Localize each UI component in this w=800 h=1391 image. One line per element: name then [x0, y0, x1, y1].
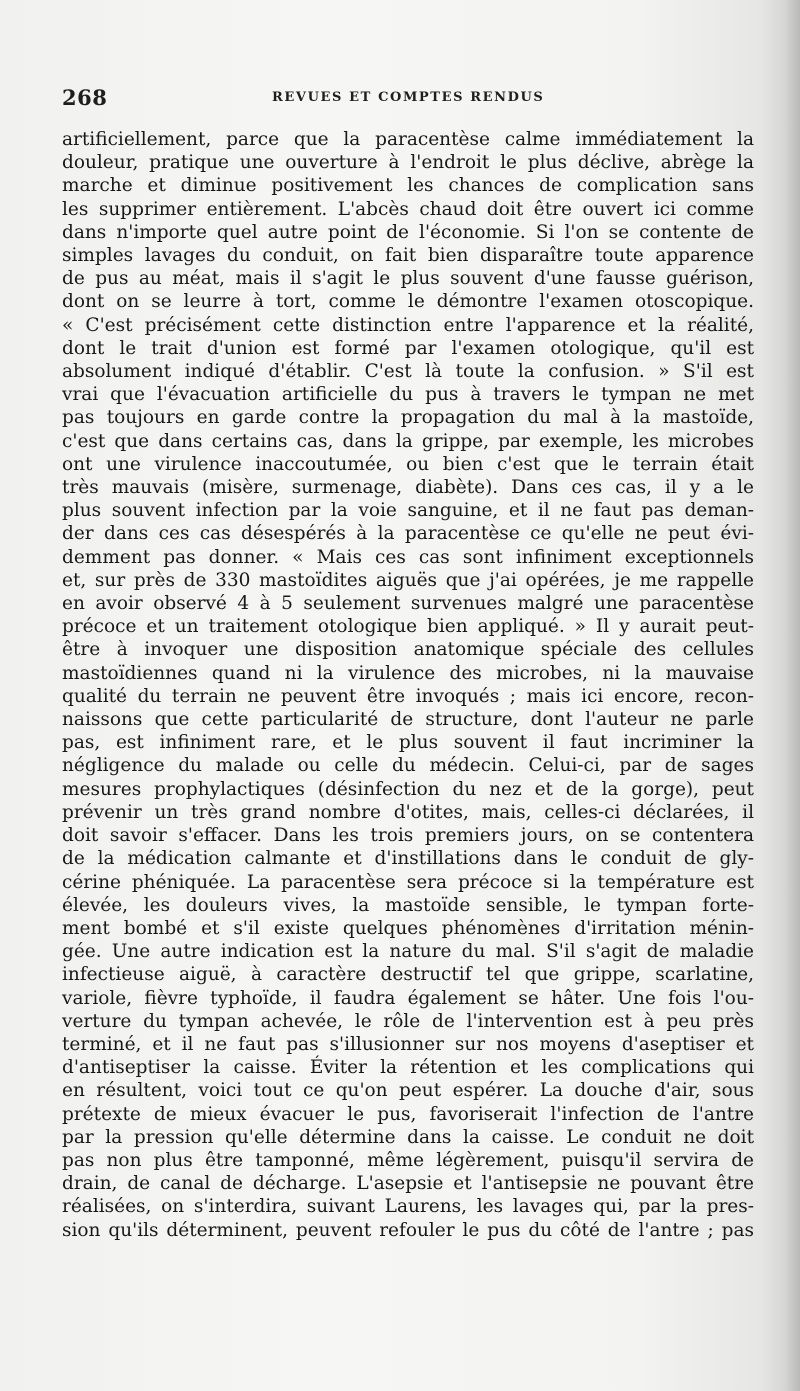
text-line: mastoïdiennes quand ni la virulence des microbes, ni la mauvaise [62, 662, 754, 684]
text-line: drain, de canal de décharge. L'asepsie et l'antisepsie ne pouvant être [62, 1173, 754, 1195]
text-line: naissons que cette particularité de structure, dont l'auteur ne parle [62, 709, 754, 731]
text-line: artificiellement, parce que la paracentèse calme immédiatement la [62, 129, 754, 150]
text-line: être à invoquer une disposition anatomique spéciale des cellules [62, 639, 754, 661]
text-line: gée. Une autre indication est la nature du mal. S'il s'agit de maladie [62, 941, 754, 963]
text-line: dont on se leurre à tort, comme le démontre l'examen otoscopique. [62, 291, 754, 313]
text-line: pas toujours en garde contre la propagation du mal à la mastoïde, [62, 407, 754, 429]
text-line: par la pression qu'elle détermine dans la caisse. Le conduit ne doit [62, 1126, 754, 1148]
text-line: prévenir un très grand nombre d'otites, mais, celles-ci déclarées, il [62, 801, 754, 823]
text-line: « C'est précisément cette distinction entre l'apparence et la réalité, [62, 314, 754, 336]
text-line: qualité du terrain ne peuvent être invoqués ; mais ici encore, recon- [62, 685, 754, 707]
text-line: sion qu'ils déterminent, peuvent refouler le pus du côté de l'antre ; pas [62, 1219, 754, 1241]
text-line: et, sur près de 330 mastoïdites aiguës que j'ai opérées, je me rappelle [62, 569, 754, 591]
text-line: prétexte de mieux évacuer le pus, favoriserait l'infection de l'antre [62, 1103, 754, 1125]
body-paragraph [62, 128, 754, 1242]
text-line: de pus au méat, mais il s'agit le plus souvent d'une fausse guérison, [62, 268, 754, 290]
text-line: dans n'importe quel autre point de l'économie. Si l'on se contente de [62, 221, 754, 243]
text-line: infectieuse aiguë, à caractère destructif tel que grippe, scarlatine, [62, 964, 754, 986]
text-line: négligence du malade ou celle du médecin. Celui-ci, par de sages [62, 755, 754, 777]
text-line: élevée, les douleurs vives, la mastoïde sensible, le tympan forte- [62, 894, 754, 916]
text-line: c'est que dans certains cas, dans la grippe, par exemple, les microbes [62, 430, 754, 452]
text-line: cérine phéniquée. La paracentèse sera précoce si la température est [62, 871, 754, 893]
text-line: de la médication calmante et d'instillations dans le conduit de gly- [62, 848, 754, 870]
text-line: doit savoir s'effacer. Dans les trois premiers jours, on se contentera [62, 825, 754, 847]
text-line: précoce et un traitement otologique bien appliqué. » Il y aurait peut- [62, 616, 754, 638]
text-line: ont une virulence inaccoutumée, ou bien c'est que le terrain était [62, 453, 754, 475]
page-number: 268 [62, 85, 108, 110]
text-line: pas, est infiniment rare, et le plus souvent il faut incriminer la [62, 732, 754, 754]
page-edge-shadow [760, 0, 800, 1391]
text-line: simples lavages du conduit, on fait bien disparaître toute apparence [62, 245, 754, 267]
text-line: les supprimer entièrement. L'abcès chaud doit être ouvert ici comme [62, 198, 754, 220]
text-line: der dans ces cas désespérés à la paracentèse ce qu'elle ne peut évi- [62, 523, 754, 545]
text-line: plus souvent infection par la voie sanguine, et il ne faut pas deman- [62, 500, 754, 522]
text-line: d'antiseptiser la caisse. Éviter la rétention et les complications qui [62, 1057, 754, 1079]
text-line: variole, fièvre typhoïde, il faudra également se hâter. Une fois l'ou- [62, 987, 754, 1009]
text-line: mesures prophylactiques (désinfection du nez et de la gorge), peut [62, 778, 754, 800]
text-line: demment pas donner. « Mais ces cas sont infiniment exceptionnels [62, 546, 754, 568]
text-line: en avoir observé 4 à 5 seulement survenues malgré une paracentèse [62, 593, 754, 615]
page-header [62, 84, 752, 114]
text-line: terminé, et il ne faut pas s'illusionner sur nos moyens d'aseptiser et [62, 1033, 754, 1055]
text-line: ment bombé et s'il existe quelques phénomènes d'irritation ménin- [62, 917, 754, 939]
text-line: en résultent, voici tout ce qu'on peut espérer. La douche d'air, sous [62, 1080, 754, 1102]
text-line: pas non plus être tamponné, même légèrement, puisqu'il servira de [62, 1149, 754, 1171]
text-line: très mauvais (misère, surmenage, diabète). Dans ces cas, il y a le [62, 477, 754, 499]
text-line: dont le trait d'union est formé par l'examen otologique, qu'il est [62, 337, 754, 359]
text-line: marche et diminue positivement les chances de complication sans [62, 175, 754, 197]
running-head: REVUES ET COMPTES RENDUS [272, 90, 545, 105]
text-line: absolument indiqué d'établir. C'est là toute la confusion. » S'il est [62, 361, 754, 383]
text-line: verture du tympan achevée, le rôle de l'intervention est à peu près [62, 1010, 754, 1032]
text-line: vrai que l'évacuation artificielle du pus à travers le tympan ne met [62, 384, 754, 406]
text-line: douleur, pratique une ouverture à l'endroit le plus déclive, abrège la [62, 152, 754, 174]
text-line: réalisées, on s'interdira, suivant Laurens, les lavages qui, par la pres- [62, 1196, 754, 1218]
